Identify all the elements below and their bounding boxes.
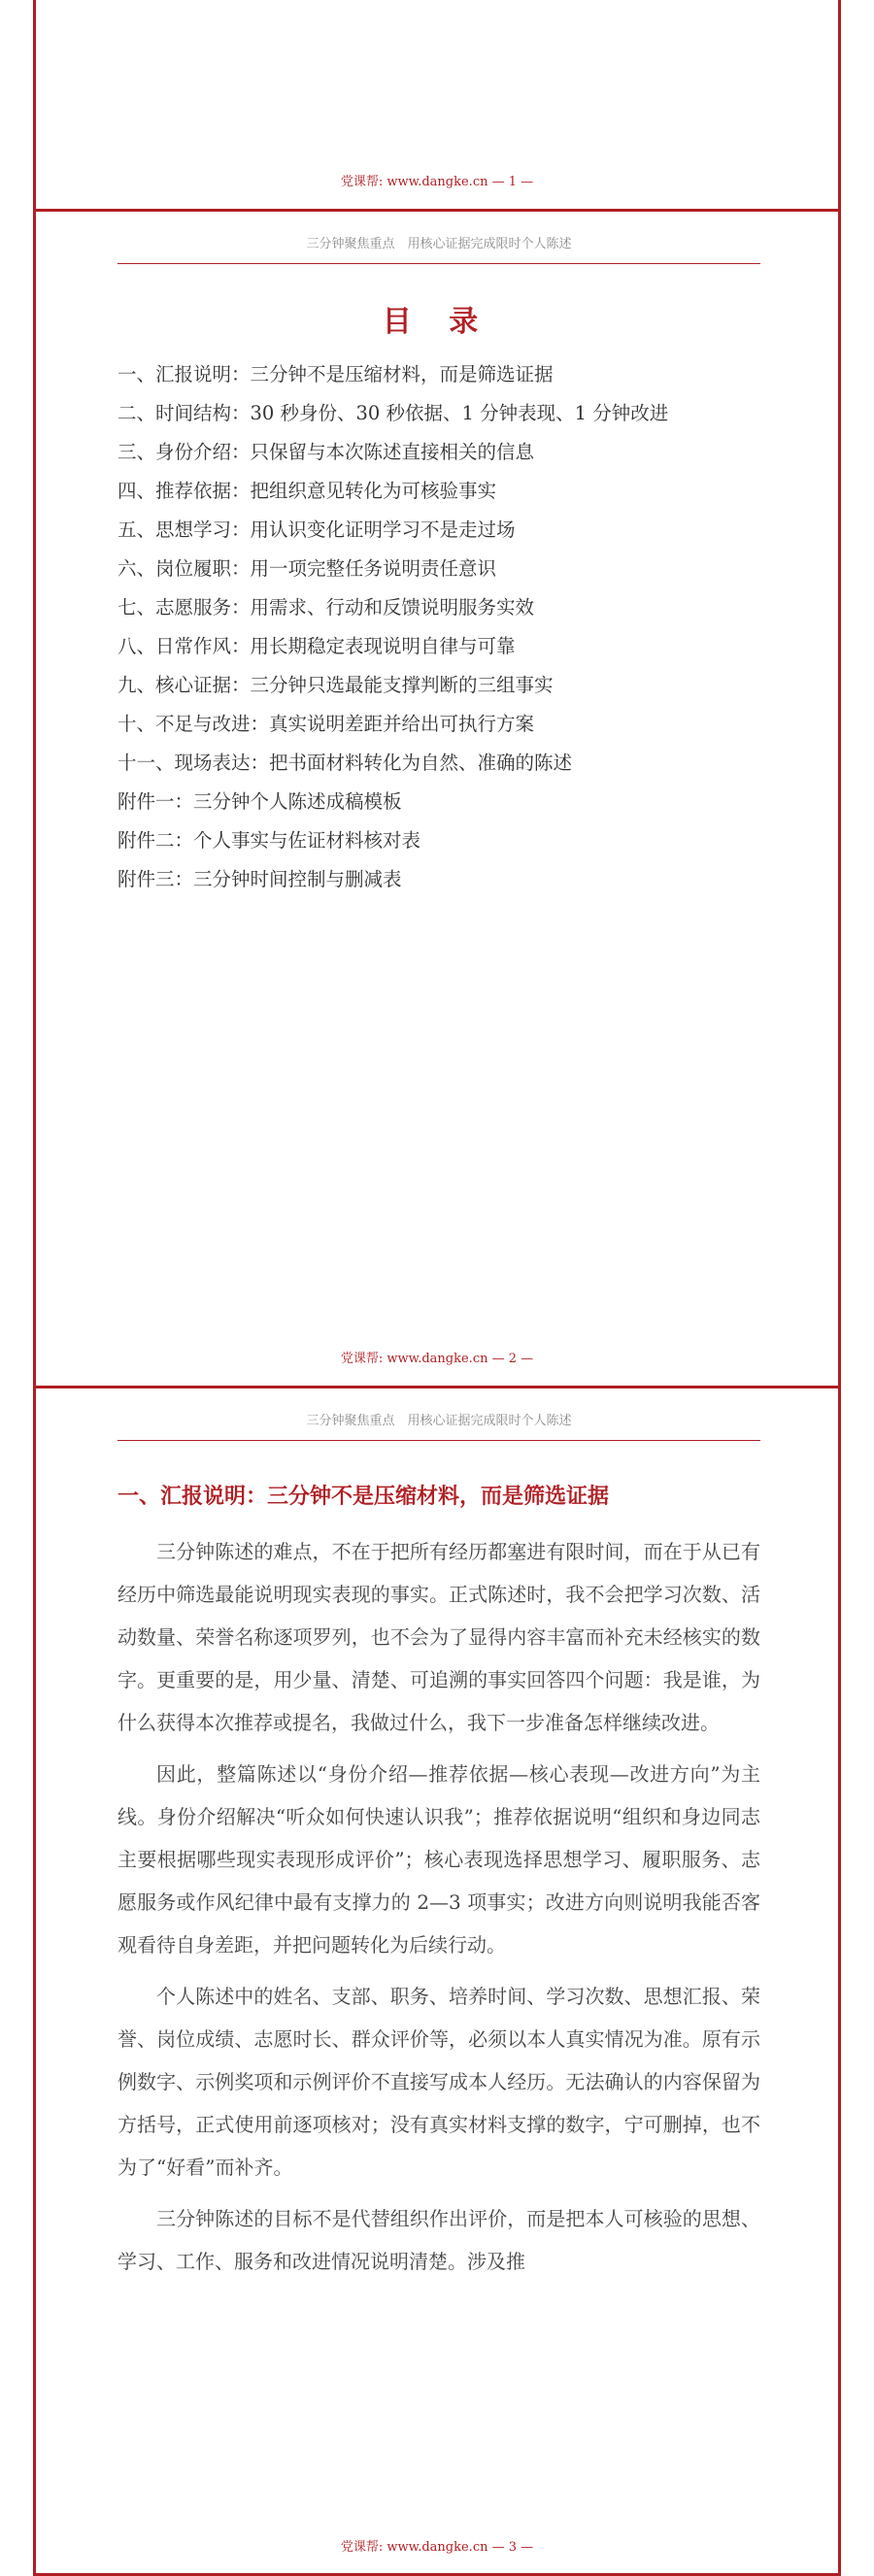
- page-header: 三分钟聚焦重点 用核心证据完成限时个人陈述: [118, 233, 760, 264]
- toc-item[interactable]: 七、志愿服务：用需求、行动和反馈说明服务实效: [118, 596, 535, 619]
- toc-item[interactable]: 五、思想学习：用认识变化证明学习不是走过场: [118, 519, 516, 541]
- page-footer: 党课帮: www.dangke.cn — 1 —: [340, 175, 534, 189]
- paragraph: 三分钟陈述的目标不是代替组织作出评价，而是把本人可核验的思想、学习、工作、服务和改进情况说明清楚。涉及推: [118, 2207, 760, 2273]
- page-footer: 党课帮: www.dangke.cn — 2 —: [340, 1352, 534, 1366]
- toc-item[interactable]: 六、岗位履职：用一项完整任务说明责任意识: [118, 557, 497, 580]
- toc-item[interactable]: 九、核心证据：三分钟只选最能支撑判断的三组事实: [118, 674, 554, 696]
- paragraph: 三分钟陈述的难点，不在于把所有经历都塞进有限时间，而在于从已有经历中筛选最能说明现实表现的事实。正式陈述时，我不会把学习次数、活动数量、荣誉名称逐项罗列，也不会为了显得内容丰富而补充未经核实的数字。更重要的是，用少量、清楚、可追溯的事实回答四个问题：我是谁，为什么获得本次推荐或提名，我做过什么，我下一步准备怎样继续改进。: [118, 1540, 760, 1734]
- toc-list: [118, 355, 760, 899]
- toc-item[interactable]: 八、日常作风：用长期稳定表现说明自律与可靠: [118, 635, 516, 657]
- page-3: [33, 1388, 841, 2576]
- toc-item[interactable]: 附件三：三分钟时间控制与删减表: [118, 868, 402, 890]
- toc-item[interactable]: 附件二：个人事实与佐证材料核对表: [118, 829, 421, 852]
- page-footer: 党课帮: www.dangke.cn — 3 —: [340, 2540, 534, 2555]
- toc-item[interactable]: 十一、现场表达：把书面材料转化为自然、准确的陈述: [118, 752, 573, 774]
- toc-item[interactable]: 附件一：三分钟个人陈述成稿模板: [118, 790, 402, 813]
- paragraph: 因此，整篇陈述以“身份介绍—推荐依据—核心表现—改进方向”为主线。身份介绍解决“听众如何快速认识我”；推荐依据说明“组织和身边同志主要根据哪些现实表现形成评价”；核心表现选择思想学习、履职服务、志愿服务或作风纪律中最有支撑力的 2—3 项事实；改进方向则说明我能否客观看待自身差距，并把问题转化为后续行动。: [118, 1762, 760, 1957]
- toc-item[interactable]: 一、汇报说明：三分钟不是压缩材料，而是筛选证据: [118, 363, 554, 385]
- page-1: [33, 0, 841, 212]
- page-header: 三分钟聚焦重点 用核心证据完成限时个人陈述: [118, 1410, 760, 1441]
- toc-item[interactable]: 十、不足与改进：真实说明差距并给出可执行方案: [118, 713, 535, 735]
- section-body: [118, 1530, 760, 2292]
- toc-title: 目 录: [382, 305, 492, 339]
- toc-item[interactable]: 二、时间结构：30 秒身份、30 秒依据、1 分钟表现、1 分钟改进: [118, 402, 669, 424]
- page-2: [33, 212, 841, 1388]
- toc-item[interactable]: 四、推荐依据：把组织意见转化为可核验事实: [118, 480, 497, 502]
- paragraph: 个人陈述中的姓名、支部、职务、培养时间、学习次数、思想汇报、荣誉、岗位成绩、志愿时长、群众评价等，必须以本人真实情况为准。原有示例数字、示例奖项和示例评价不直接写成本人经历。无法确认的内容保留为方括号，正式使用前逐项核对；没有真实材料支撑的数字，宁可删掉，也不为了“好看”而补齐。: [118, 1985, 760, 2179]
- toc-item[interactable]: 三、身份介绍：只保留与本次陈述直接相关的信息: [118, 441, 535, 463]
- section-title: 一、汇报说明：三分钟不是压缩材料，而是筛选证据: [118, 1484, 610, 1509]
